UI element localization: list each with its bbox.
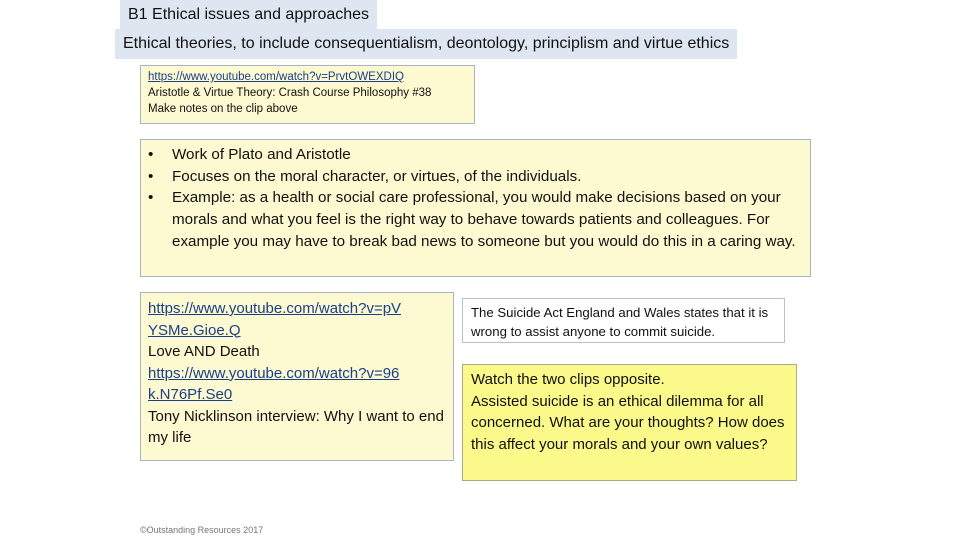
bullet-icon: • [148, 189, 154, 207]
clip-link-2[interactable] [148, 363, 446, 406]
clip-link-2-part-1[interactable]: https://www.youtube.com/watch?v=96 [148, 364, 400, 382]
suicide-act-box [462, 298, 785, 343]
bullet-list [141, 144, 800, 253]
clip-link-1-part-2[interactable]: YSMe.Gioe.Q [148, 321, 241, 339]
task-box [462, 364, 797, 481]
list-item [141, 144, 800, 166]
clip-title-1: Love AND Death [148, 343, 260, 360]
clip-link-1-part-1[interactable]: https://www.youtube.com/watch?v=pV [148, 300, 402, 317]
bullet-text: Example: as a health or social care professional, you would make decisions based on your morals and what you feel is the right way to behave towards patients and colleagues. For example you may have to break bad news to someone but you would do this in a caring way. [172, 189, 796, 250]
page-subtitle: Ethical theories, to include consequentialism, deontology, principlism and virtue ethics [115, 29, 737, 59]
clip-title: Aristotle & Virtue Theory: Crash Course Philosophy #38 [148, 87, 432, 99]
list-item [141, 187, 800, 252]
copyright-footer: ©Outstanding Resources 2017 [140, 525, 264, 535]
clip-box [140, 65, 475, 124]
virtue-ethics-notes [140, 139, 811, 277]
bullet-icon: • [148, 167, 154, 185]
task-instruction: Watch the two clips opposite. [471, 371, 665, 388]
bullet-icon: • [148, 146, 154, 163]
page-title: B1 Ethical issues and approaches [120, 0, 377, 30]
task-question: Assisted suicide is an ethical dilemma for all concerned. What are your thoughts? How does this affect your morals and your own values? [471, 392, 785, 453]
list-item [141, 166, 800, 188]
clip-link-1[interactable] [148, 298, 446, 341]
bullet-text: Work of Plato and Aristotle [172, 146, 351, 163]
clip-title-2: Tony Nicklinson interview: Why I want to end my life [148, 407, 444, 446]
clip-instruction: Make notes on the clip above [148, 103, 298, 115]
clips-box [140, 292, 454, 461]
clip-link-2-part-2[interactable]: k.N76Pf.Se0 [148, 386, 233, 403]
bullet-text: Focuses on the moral character, or virtues, of the individuals. [172, 167, 582, 185]
clip-link[interactable]: https://www.youtube.com/watch?v=PrvtOWEXDIQ [148, 71, 404, 83]
suicide-act-text: The Suicide Act England and Wales states that it is wrong to assist anyone to commit suicide. [471, 305, 769, 339]
